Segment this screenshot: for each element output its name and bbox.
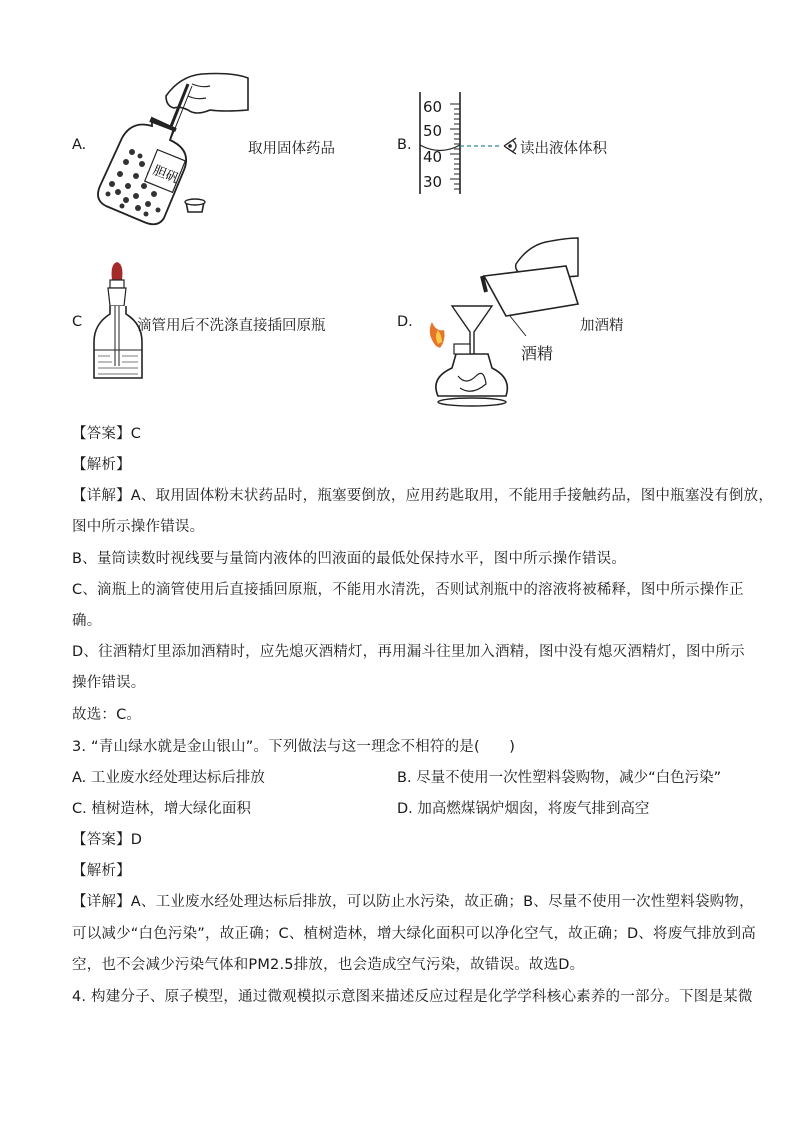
q3-option-c: C. 植树造林，增大绿化面积 [72,801,251,817]
q2-detail-line: 操作错误。 [72,675,146,691]
q2-detail-line: D、往酒精灯里添加酒精时，应先熄灭酒精灯，再用漏斗往里加入酒精，图中没有熄灭酒精灯，图中所示 [72,644,745,660]
figure-b-letter: B. [397,137,412,153]
q2-detail-line: C、滴瓶上的滴管使用后直接插回原瓶，不能用水清洗，否则试剂瓶中的溶液将被稀释，图中所示操作正 [72,582,744,598]
q3-option-b: B. 尽量不使用一次性塑料袋购物，减少“白色污染” [397,770,722,786]
q2-detail-line: B、量筒读数时视线要与量筒内液体的凹液面的最低处保持水平，图中所示操作错误。 [72,551,627,567]
figure-d-lamp-illustration [416,236,586,410]
q3-detail-line: 空，也不会减少污染气体和PM2.5排放，也会造成空气污染，故错误。故选D。 [72,957,585,973]
q3-option-a: A. 工业废水经处理达标后排放 [72,770,265,786]
figure-b-tick-60: 60 [423,98,443,116]
figure-b-tick-30: 30 [423,173,443,191]
figure-a-letter: A. [72,137,87,153]
q3-analysis-heading: 【解析】 [72,863,131,879]
q2-analysis-heading: 【解析】 [72,457,131,473]
q2-detail-line: 确。 [72,613,102,629]
q3-detail-line: 可以减少“白色污染”，故正确；C、植树造林，增大绿化面积可以净化空气，故正确；D、将废气排放到高 [72,926,756,942]
figure-c-caption: 滴管用后不洗涤直接插回原瓶 [137,318,326,334]
q3-answer: 【答案】D [72,832,143,848]
figure-d-label: 酒精 [521,344,554,363]
q2-detail-line: 【详解】A、取用固体粉末状药品时，瓶塞要倒放，应用药匙取用，不能用手接触药品，图中瓶塞没有倒放， [72,488,774,504]
q3-stem: 3. “青山绿水就是金山银山”。下列做法与这一理念不相符的是( ) [72,739,516,755]
figure-b-caption: 读出液体体积 [520,141,607,157]
figure-b-tick-50: 50 [423,122,443,140]
bottle-label: 胆矾 [150,163,181,187]
figure-c-letter: C [72,314,83,330]
figure-b-tick-40: 40 [423,148,443,166]
q3-option-d: D. 加高燃煤锅炉烟囱，将废气排到高空 [397,801,650,817]
q2-answer: 【答案】C [72,426,142,442]
figure-a-bottle-illustration [92,66,252,226]
figure-d-letter: D. [397,314,413,330]
q4-stem: 4. 构建分子、原子模型，通过微观模拟示意图来描述反应过程是化学学科核心素养的一部分。下图是某微 [72,989,753,1005]
figure-d-caption: 加酒精 [580,318,624,334]
figure-a-caption: 取用固体药品 [248,141,335,157]
q3-detail-line: 【详解】A、工业废水经处理达标后排放，可以防止水污染，故正确；B、尽量不使用一次性塑料袋购物， [72,894,754,910]
q2-conclusion: 故选：C。 [72,707,142,723]
q2-detail-line: 图中所示操作错误。 [72,519,205,535]
